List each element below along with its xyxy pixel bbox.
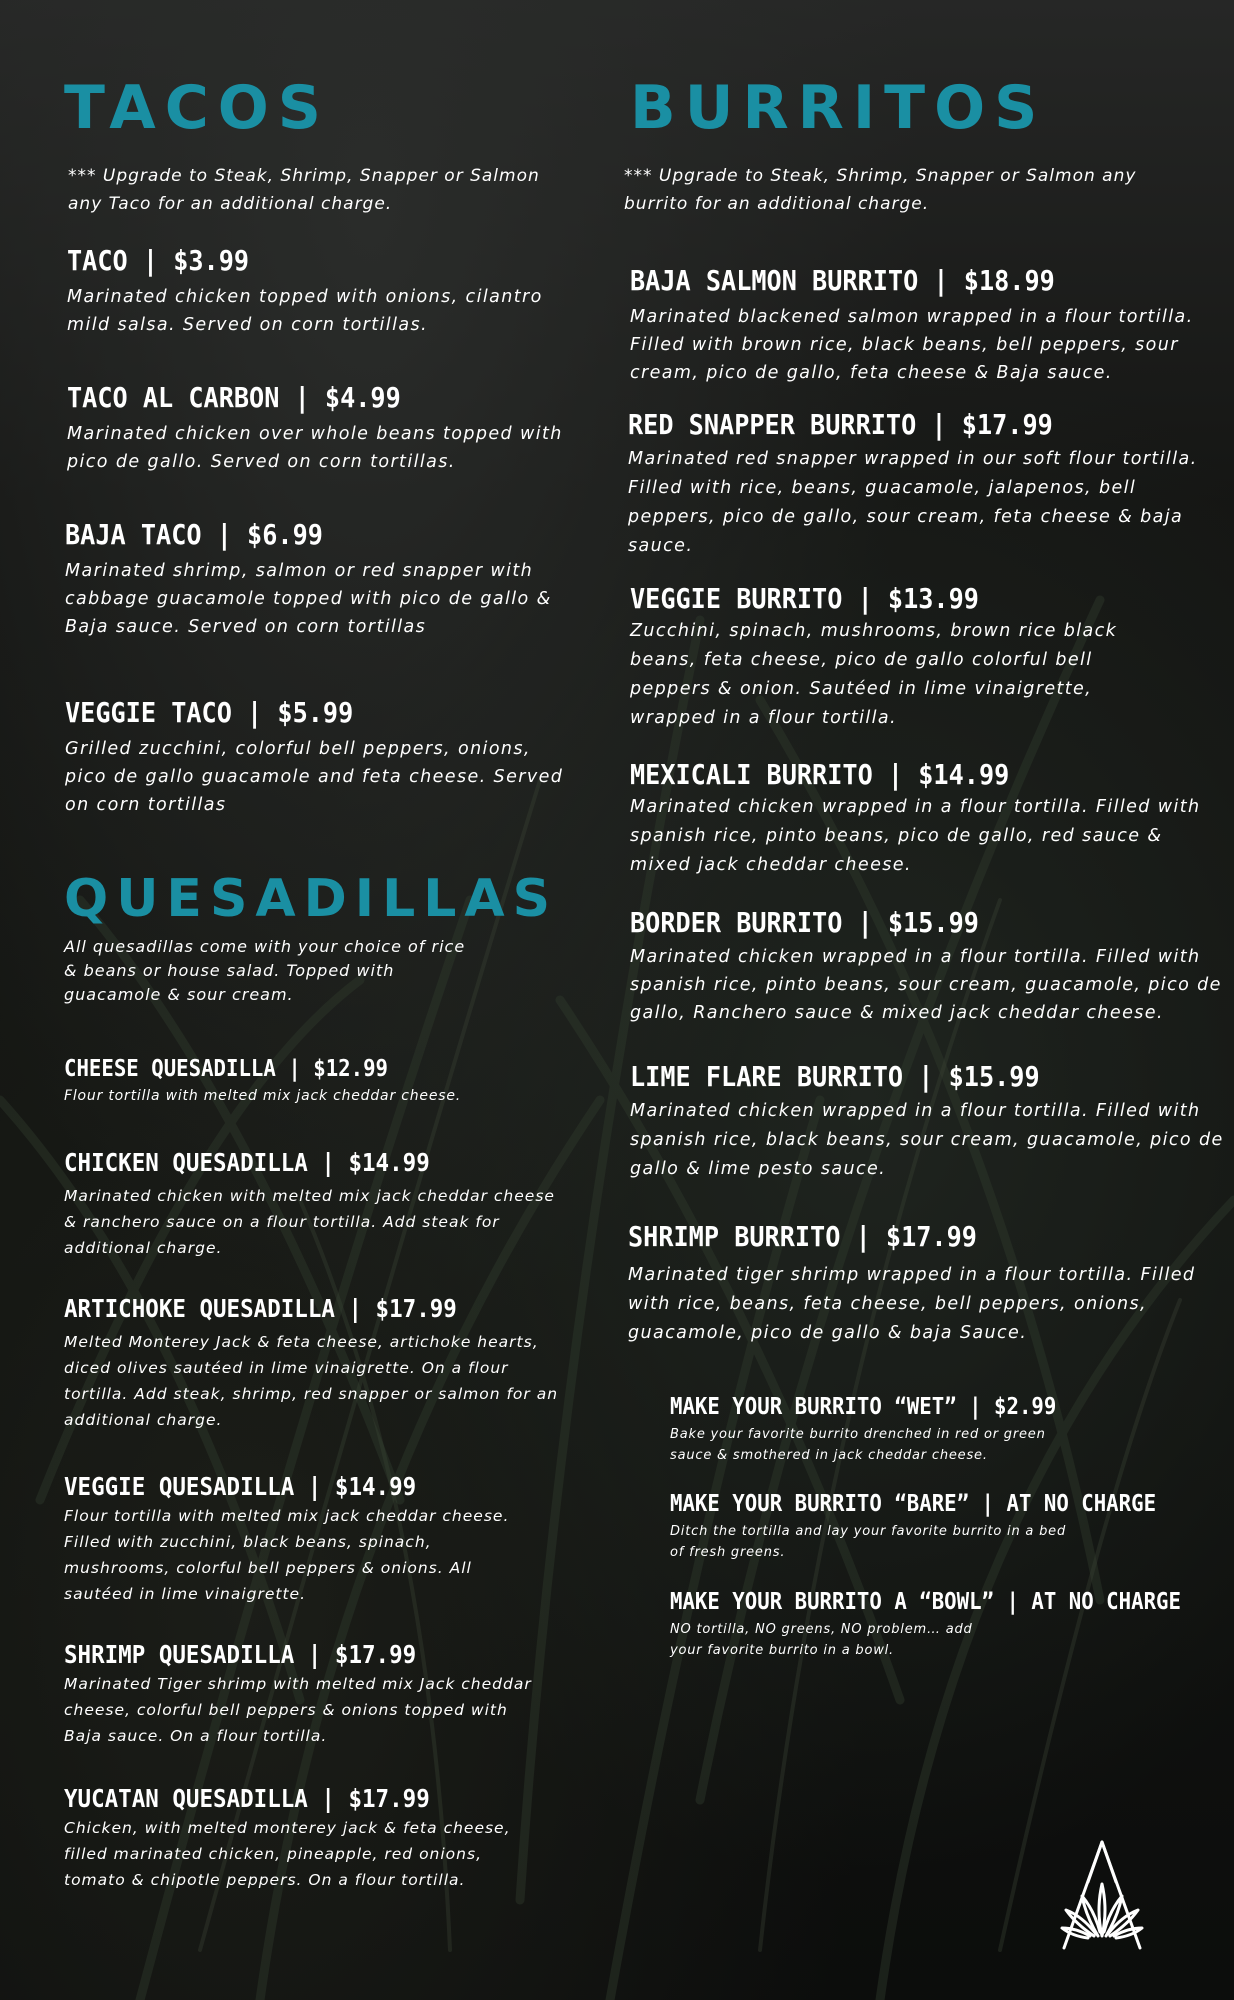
option-title: MAKE YOUR BURRITO “BARE” | AT NO CHARGE xyxy=(670,1491,1157,1517)
item-description: Grilled zucchini, colorful bell peppers, onions, pico de gallo guacamole and feta cheese. Served on corn tortillas xyxy=(65,739,564,815)
item-title: MEXICALI BURRITO | $14.99 xyxy=(630,758,1010,791)
item-description: Marinated chicken wrapped in a flour tortilla. Filled with spanish rice, pinto beans, sour cream, guacamole, pico de gallo, Ranchero sauce & mixed jack cheddar cheese. xyxy=(630,947,1222,1023)
item-description: Melted Monterey Jack & feta cheese, artichoke hearts, diced olives sautéed in lime vinaigrette. On a flour tortilla. Add steak, shrimp, red snapper or salmon for an additional charge. xyxy=(64,1333,559,1429)
option-description: NO tortilla, NO greens, NO problem… add your favorite burrito in a bowl. xyxy=(670,1622,973,1658)
item-title: VEGGIE TACO | $5.99 xyxy=(65,696,354,729)
menu-item xyxy=(67,381,567,476)
menu-item xyxy=(630,906,1230,1027)
item-title: BAJA TACO | $6.99 xyxy=(65,518,323,551)
option-title: MAKE YOUR BURRITO A “BOWL” | AT NO CHARGE xyxy=(670,1589,1181,1615)
agave-logo-icon xyxy=(1058,1840,1146,1950)
item-description: Marinated chicken topped with onions, cilantro mild salsa. Served on corn tortillas. xyxy=(67,287,543,335)
item-title: BORDER BURRITO | $15.99 xyxy=(630,906,979,939)
item-title: CHICKEN QUESADILLA | $14.99 xyxy=(64,1148,430,1177)
item-description: Flour tortilla with melted mix jack cheddar cheese. Filled with zucchini, black beans, spinach, mushrooms, colorful bell peppers & onions. All sautéed in lime vinaigrette. xyxy=(64,1507,510,1603)
item-description: Chicken, with melted monterey jack & feta cheese, filled marinated chicken, pineapple, red onions, tomato & chipotle peppers. On a flour tortilla. xyxy=(64,1819,511,1889)
option-description: Bake your favorite burrito drenched in red or green sauce & smothered in jack cheddar cheese. xyxy=(670,1427,1046,1463)
burrito-option xyxy=(670,1491,1157,1563)
burrito-option xyxy=(670,1589,1181,1661)
item-title: VEGGIE QUESADILLA | $14.99 xyxy=(64,1472,417,1501)
menu-item xyxy=(64,1148,564,1261)
burrito-option xyxy=(670,1394,1070,1466)
burritos-heading: BURRITOS xyxy=(630,73,1047,143)
quesadillas-note: All quesadillas come with your choice of rice & beans or house salad. Topped with guacamole & sour cream. xyxy=(64,937,466,1004)
item-description: Marinated chicken wrapped in a flour tortilla. Filled with spanish rice, black beans, sour cream, guacamole, pico de gallo & lime pesto sauce. xyxy=(630,1101,1224,1179)
menu-item xyxy=(64,1294,564,1433)
menu-item xyxy=(64,1472,534,1607)
item-description: Marinated tiger shrimp wrapped in a flour tortilla. Filled with rice, beans, feta cheese, bell peppers, onions, guacamole, pico de gallo & baja Sauce. xyxy=(628,1265,1196,1343)
item-title: RED SNAPPER BURRITO | $17.99 xyxy=(628,408,1053,441)
item-title: SHRIMP QUESADILLA | $17.99 xyxy=(64,1640,417,1669)
menu-item xyxy=(64,1784,544,1893)
menu-item xyxy=(630,582,1140,733)
item-title: VEGGIE BURRITO | $13.99 xyxy=(630,582,979,615)
item-title: CHEESE QUESADILLA | $12.99 xyxy=(64,1056,389,1082)
item-description: Marinated shrimp, salmon or red snapper with cabbage guacamole topped with pico de gallo & Baja sauce. Served on corn tortillas xyxy=(65,561,552,637)
tacos-heading: TACOS xyxy=(64,73,330,143)
quesadillas-heading: QUESADILLAS xyxy=(64,869,559,929)
item-description: Marinated red snapper wrapped in our soft flour tortilla. Filled with rice, beans, guacamole, jalapenos, bell peppers, pico de gallo, sour cream, feta cheese & baja sauce. xyxy=(628,449,1198,556)
menu-item xyxy=(64,1056,584,1107)
item-description: Flour tortilla with melted mix jack cheddar cheese. xyxy=(64,1088,461,1104)
option-title: MAKE YOUR BURRITO “WET” | $2.99 xyxy=(670,1394,1057,1420)
item-description: Zucchini, spinach, mushrooms, brown rice black beans, feta cheese, pico de gallo colorful bell peppers & onion. Sautéed in lime vinaigrette, wrapped in a flour tortilla. xyxy=(630,621,1118,728)
item-title: BAJA SALMON BURRITO | $18.99 xyxy=(630,264,1055,297)
menu-item xyxy=(65,518,565,641)
item-title: YUCATAN QUESADILLA | $17.99 xyxy=(64,1784,430,1813)
item-description: Marinated chicken with melted mix jack cheddar cheese & ranchero sauce on a flour tortilla. Add steak for additional charge. xyxy=(64,1187,555,1257)
menu-item xyxy=(630,264,1210,387)
item-title: TACO | $3.99 xyxy=(67,244,250,277)
menu-item xyxy=(630,1060,1230,1184)
menu-item xyxy=(628,408,1208,561)
item-description: Marinated blackened salmon wrapped in a flour tortilla. Filled with brown rice, black beans, bell peppers, sour cream, pico de gallo, feta cheese & Baja sauce. xyxy=(630,307,1194,383)
item-title: LIME FLARE BURRITO | $15.99 xyxy=(630,1060,1040,1093)
menu-item xyxy=(630,758,1230,880)
menu-item xyxy=(65,696,565,819)
menu-item xyxy=(64,1640,544,1749)
menu-item xyxy=(628,1220,1218,1348)
burritos-note: *** Upgrade to Steak, Shrimp, Snapper or Salmon any burrito for an additional charge. xyxy=(624,166,1137,214)
item-description: Marinated chicken wrapped in a flour tortilla. Filled with spanish rice, pinto beans, pico de gallo, red sauce & mixed jack cheddar cheese. xyxy=(630,797,1201,875)
menu-item xyxy=(67,244,567,339)
item-description: Marinated chicken over whole beans topped with pico de gallo. Served on corn tortillas. xyxy=(67,424,563,472)
item-title: ARTICHOKE QUESADILLA | $17.99 xyxy=(64,1294,457,1323)
item-description: Marinated Tiger shrimp with melted mix Jack cheddar cheese, colorful bell peppers & onions topped with Baja sauce. On a flour tortilla. xyxy=(64,1675,532,1745)
item-title: SHRIMP BURRITO | $17.99 xyxy=(628,1220,977,1253)
tacos-note: *** Upgrade to Steak, Shrimp, Snapper or Salmon any Taco for an additional charge. xyxy=(68,166,540,214)
option-description: Ditch the tortilla and lay your favorite burrito in a bed of fresh greens. xyxy=(670,1524,1067,1560)
item-title: TACO AL CARBON | $4.99 xyxy=(67,381,401,414)
